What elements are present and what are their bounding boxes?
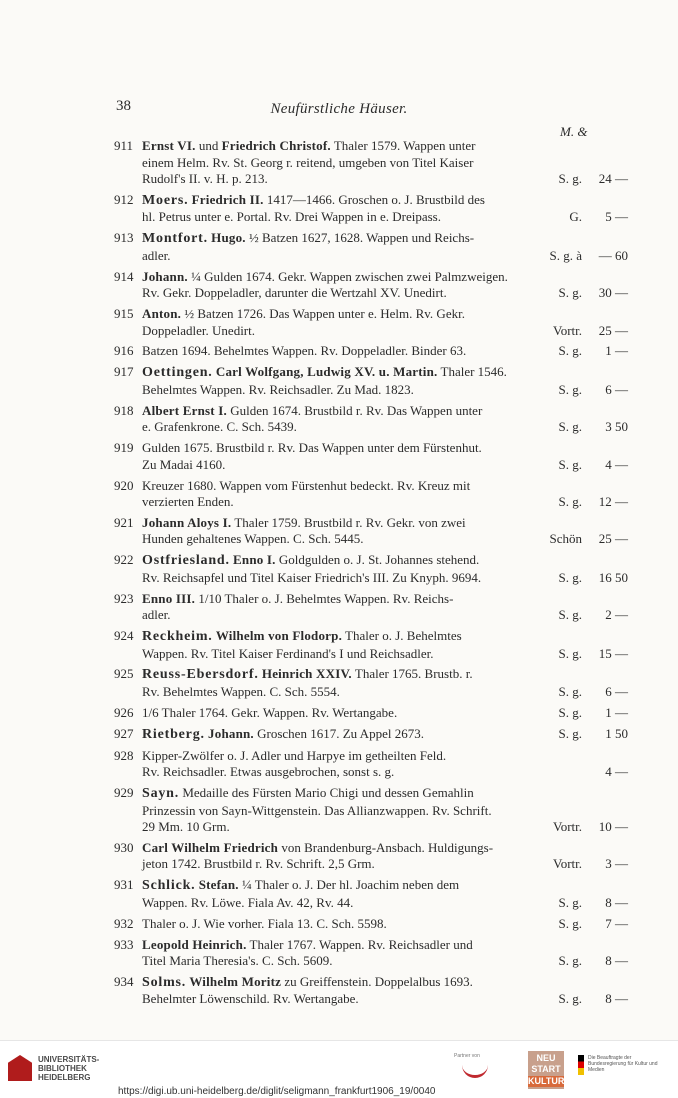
catalog-entry xyxy=(114,478,628,511)
partner-label: Partner von xyxy=(454,1053,480,1059)
condition-grade: S. g. xyxy=(558,419,582,435)
entry-name: Hugo. xyxy=(211,230,246,246)
neustart-line: KULTUR xyxy=(528,1076,565,1086)
condition-grade: S. g. xyxy=(558,343,582,359)
entry-name: Wilhelm Moritz xyxy=(189,973,282,989)
entry-line xyxy=(142,440,628,457)
entry-description: Zu Madai 4160. xyxy=(142,456,226,472)
catalog-entry xyxy=(114,666,628,700)
price: 25 — xyxy=(598,322,628,338)
entry-text xyxy=(142,343,628,360)
entry-text xyxy=(142,591,628,624)
condition-grade: S. g. xyxy=(558,569,582,585)
entry-line xyxy=(142,343,628,360)
entry-line xyxy=(142,419,628,436)
entry-line xyxy=(142,705,628,722)
entry-line xyxy=(142,364,628,382)
condition-grade: Vortr. xyxy=(552,819,582,835)
entry-line xyxy=(142,628,628,646)
price: 16 50 xyxy=(598,569,628,585)
entry-name: Enno I. xyxy=(233,552,276,568)
entry-line xyxy=(142,306,628,323)
price: 4 — xyxy=(605,764,628,780)
federal-flag-icon xyxy=(578,1055,584,1075)
source-url-link[interactable]: https://digi.ub.uni-heidelberg.de/diglit/seligmann_frankfurt1906_19/0040 xyxy=(118,1086,436,1097)
catalog-entry xyxy=(114,705,628,722)
entry-line xyxy=(142,840,628,857)
price: 6 — xyxy=(605,381,628,397)
entry-number: 926 xyxy=(114,704,134,720)
entry-text xyxy=(142,666,628,700)
entry-line xyxy=(142,803,628,820)
entry-line xyxy=(142,974,628,992)
entry-description: Gulden 1675. Brustbild r. Rv. Das Wappen unter dem Fürstenhut. xyxy=(142,440,482,456)
entry-name: Carl Wilhelm Friedrich xyxy=(142,839,279,855)
entry-name: Schlick. xyxy=(142,878,196,894)
entry-line xyxy=(142,138,628,155)
entry-text xyxy=(142,974,628,1008)
entry-description: zu Greiffenstein. Doppelalbus 1693. xyxy=(281,973,473,989)
entry-number: 915 xyxy=(114,306,134,322)
entry-name: Montfort. xyxy=(142,231,208,247)
price: 25 — xyxy=(598,531,628,547)
price: 10 — xyxy=(598,819,628,835)
entry-text xyxy=(142,515,628,548)
entry-line xyxy=(142,856,628,873)
entry-line xyxy=(142,269,628,286)
entry-line xyxy=(142,607,628,624)
entry-description: 1/6 Thaler 1764. Gekr. Wappen. Rv. Wertangabe. xyxy=(142,704,398,720)
entry-description: adler. xyxy=(142,607,171,623)
entry-name: Anton. xyxy=(142,306,182,322)
entry-line xyxy=(142,570,628,587)
condition-grade: Vortr. xyxy=(552,322,582,338)
catalog-entry xyxy=(114,230,628,264)
entry-number: 920 xyxy=(114,477,134,493)
neustart-line: NEU xyxy=(536,1053,556,1063)
entry-text xyxy=(142,138,628,188)
condition-grade: Vortr. xyxy=(552,856,582,872)
condition-grade: S. g. xyxy=(558,953,582,969)
condition-grade: G. xyxy=(569,209,582,225)
entry-name: Heinrich XXIV. xyxy=(261,666,352,682)
catalog-entry xyxy=(114,138,628,188)
price: 5 — xyxy=(605,209,628,225)
entry-text xyxy=(142,269,628,302)
currency-note: M. & xyxy=(560,124,588,139)
entry-description: Groschen 1617. Zu Appel 2673. xyxy=(253,725,424,741)
price: 12 — xyxy=(598,494,628,510)
entry-number: 916 xyxy=(114,343,134,359)
catalog-entry xyxy=(114,974,628,1008)
entry-line xyxy=(142,916,628,933)
library-name-line: HEIDELBERG xyxy=(38,1073,91,1082)
catalog-entry xyxy=(114,192,628,226)
entry-number: 919 xyxy=(114,440,134,456)
entry-line xyxy=(142,726,628,744)
entry-description: jeton 1742. Brustbild r. Rv. Schrift. 2,5 Grm. xyxy=(142,856,375,872)
entry-description: Thaler 1759. Brustbild r. Rv. Gekr. von zwei xyxy=(231,514,466,530)
bkm-label: Die Beauftragte der Bundesregierung für Kultur und Medien xyxy=(588,1055,658,1073)
entry-number: 932 xyxy=(114,915,134,931)
catalog-entry xyxy=(114,364,628,398)
condition-grade: S. g. xyxy=(558,704,582,720)
catalog-entry xyxy=(114,403,628,436)
price: 1 50 xyxy=(605,725,628,741)
entry-text xyxy=(142,705,628,722)
entry-name: Enno III. xyxy=(142,590,196,606)
entry-line xyxy=(142,684,628,701)
neustart-line: START xyxy=(531,1064,561,1074)
price: 8 — xyxy=(605,953,628,969)
entry-description: Prinzessin von Sayn-Wittgenstein. Das Allianzwappen. Rv. Schrift. xyxy=(142,802,492,818)
entry-line xyxy=(142,748,628,765)
entry-number: 917 xyxy=(114,364,134,380)
entry-description: und xyxy=(195,138,222,153)
library-name-line: UNIVERSITÄTS- xyxy=(38,1055,100,1064)
entry-number: 927 xyxy=(114,725,134,741)
catalog-entry xyxy=(114,552,628,586)
entry-line xyxy=(142,478,628,495)
entry-description: Behelmtes Wappen. Rv. Reichsadler. Zu Mad. 1823. xyxy=(142,381,414,397)
catalog-entry xyxy=(114,515,628,548)
entry-name: Reuss-Ebersdorf. xyxy=(142,667,259,683)
entry-description: Wappen. Rv. Löwe. Fiala Av. 42, Rv. 44. xyxy=(142,894,354,910)
entry-number: 912 xyxy=(114,191,134,207)
catalog-entry xyxy=(114,937,628,970)
condition-grade: S. g. xyxy=(558,991,582,1007)
page-number: 38 xyxy=(116,98,131,114)
entry-number: 928 xyxy=(114,747,134,763)
entry-number: 914 xyxy=(114,268,134,284)
entry-name: Friedrich II. xyxy=(191,191,264,207)
condition-grade: S. g. xyxy=(558,894,582,910)
entry-description: Rv. Gekr. Doppeladler, darunter die Wertzahl XV. Unedirt. xyxy=(142,285,447,301)
catalog-entry xyxy=(114,840,628,873)
price: 2 — xyxy=(605,607,628,623)
entry-line xyxy=(142,646,628,663)
entry-number: 933 xyxy=(114,936,134,952)
catalog-entry xyxy=(114,628,628,662)
entry-number: 929 xyxy=(114,785,134,801)
entry-description: von Brandenburg-Ansbach. Huldigungs- xyxy=(278,839,494,855)
library-name xyxy=(38,1055,99,1082)
partner-logo-icon xyxy=(462,1063,488,1078)
entry-number: 930 xyxy=(114,839,134,855)
price: 6 — xyxy=(605,683,628,699)
entry-description: Gulden 1674. Brustbild r. Rv. Das Wappen unter xyxy=(226,402,483,418)
condition-grade: S. g. xyxy=(558,725,582,741)
entry-text xyxy=(142,916,628,933)
entry-description: Thaler 1579. Wappen unter xyxy=(330,138,476,153)
entry-line xyxy=(142,171,628,188)
entry-name: Friedrich Christof. xyxy=(221,138,331,153)
entry-name: Ernst VI. xyxy=(142,138,196,153)
entry-name: Leopold Heinrich. xyxy=(142,936,247,952)
condition-grade: S. g. xyxy=(558,645,582,661)
price: 8 — xyxy=(605,991,628,1007)
condition-grade: S. g. xyxy=(558,915,582,931)
entry-line xyxy=(142,666,628,684)
neustart-kultur-logo xyxy=(528,1051,564,1089)
entry-line xyxy=(142,382,628,399)
entry-description: Thaler o. J. Behelmtes xyxy=(342,628,462,644)
entry-line xyxy=(142,895,628,912)
catalog-entry xyxy=(114,726,628,744)
entry-name: Oettingen. xyxy=(142,365,213,381)
catalog-entry xyxy=(114,785,628,836)
entry-line xyxy=(142,285,628,302)
entry-description: Rv. Reichsadler. Etwas ausgebrochen, sonst s. g. xyxy=(142,764,395,780)
entry-text xyxy=(142,840,628,873)
condition-grade: S. g. xyxy=(558,171,582,186)
entry-line xyxy=(142,248,628,265)
catalog-entry xyxy=(114,877,628,911)
entry-line xyxy=(142,552,628,570)
entry-line xyxy=(142,323,628,340)
price: 30 — xyxy=(598,285,628,301)
entry-number: 913 xyxy=(114,230,134,246)
entry-description: Titel Maria Theresia's. C. Sch. 5609. xyxy=(142,953,333,969)
entry-line xyxy=(142,531,628,548)
entry-description: 1/10 Thaler o. J. Behelmtes Wappen. Rv. Reichs- xyxy=(195,590,454,606)
catalog-entry xyxy=(114,916,628,933)
entry-description: 29 Mm. 10 Grm. xyxy=(142,819,230,835)
entry-description: Wappen. Rv. Titel Kaiser Ferdinand's I und Reichsadler. xyxy=(142,645,434,661)
entry-name: Johann Aloys I. xyxy=(142,514,232,530)
entry-name: Johann. xyxy=(208,725,254,741)
entry-line xyxy=(142,457,628,474)
entry-text xyxy=(142,748,628,781)
entry-number: 911 xyxy=(114,138,134,153)
entry-text xyxy=(142,230,628,264)
entry-line xyxy=(142,991,628,1008)
entry-name: Reckheim. xyxy=(142,629,213,645)
entry-line xyxy=(142,494,628,511)
price: — 60 xyxy=(598,247,628,263)
entry-description: Rudolf's II. v. H. p. 213. xyxy=(142,171,268,186)
entry-number: 931 xyxy=(114,877,134,893)
entry-line xyxy=(142,403,628,420)
entry-name: Johann. xyxy=(142,268,188,284)
entry-description: ½ Batzen 1627, 1628. Wappen und Reichs- xyxy=(245,230,475,246)
condition-grade: S. g. xyxy=(558,607,582,623)
entry-text xyxy=(142,478,628,511)
entry-description: ¼ Thaler o. J. Der hl. Joachim neben dem xyxy=(238,877,460,893)
entry-description: Kreuzer 1680. Wappen vom Fürstenhut bedeckt. Rv. Kreuz mit xyxy=(142,477,471,493)
catalog-entry xyxy=(114,748,628,781)
entry-description: e. Grafenkrone. C. Sch. 5439. xyxy=(142,419,297,435)
price: 3 50 xyxy=(605,419,628,435)
catalog-entry xyxy=(114,343,628,360)
entry-line xyxy=(142,937,628,954)
entry-text xyxy=(142,877,628,911)
entry-line xyxy=(142,591,628,608)
entry-text xyxy=(142,306,628,339)
condition-grade: S. g. à xyxy=(549,247,582,263)
entry-text xyxy=(142,726,628,744)
entry-description: Goldgulden o. J. St. Johannes stehend. xyxy=(275,552,480,568)
entry-name: Ostfriesland. xyxy=(142,553,230,569)
entry-name: Sayn. xyxy=(142,786,180,802)
price: 1 — xyxy=(605,343,628,359)
price: 1 — xyxy=(605,704,628,720)
catalog-entry xyxy=(114,269,628,302)
entry-line xyxy=(142,764,628,781)
entry-number: 934 xyxy=(114,973,134,989)
catalog-entry xyxy=(114,306,628,339)
condition-grade: Schön xyxy=(549,531,582,547)
entry-description: Hunden gehaltenes Wappen. C. Sch. 5445. xyxy=(142,531,364,547)
price: 7 — xyxy=(605,915,628,931)
entry-number: 921 xyxy=(114,514,134,530)
entry-description: Thaler o. J. Wie vorher. Fiala 13. C. Sch. 5598. xyxy=(142,915,387,931)
running-title: Neufürstliche Häuser. xyxy=(270,101,408,117)
library-name-line: BIBLIOTHEK xyxy=(38,1064,87,1073)
entry-description: adler. xyxy=(142,247,171,263)
entry-description: Medaille des Fürsten Mario Chigi und dessen Gemahlin xyxy=(179,785,474,801)
entry-number: 923 xyxy=(114,590,134,606)
price: 15 — xyxy=(598,645,628,661)
entry-description: Rv. Reichsapfel und Titel Kaiser Friedrich's III. Zu Knyph. 9694. xyxy=(142,569,482,585)
entry-description: Thaler 1765. Brustb. r. xyxy=(351,666,473,682)
entry-line xyxy=(142,230,628,248)
entry-description: Behelmter Löwenschild. Rv. Wertangabe. xyxy=(142,991,359,1007)
entry-number: 918 xyxy=(114,402,134,418)
entry-number: 922 xyxy=(114,552,134,568)
entry-description: 1417—1466. Groschen o. J. Brustbild des xyxy=(263,191,485,207)
entry-description: Doppeladler. Unedirt. xyxy=(142,322,255,338)
condition-grade: S. g. xyxy=(558,285,582,301)
condition-grade: S. g. xyxy=(558,683,582,699)
entry-text xyxy=(142,785,628,836)
entry-description: Kipper-Zwölfer o. J. Adler und Harpye im getheilten Feld. xyxy=(142,747,447,763)
entry-line xyxy=(142,515,628,532)
entry-line xyxy=(142,192,628,210)
entry-line xyxy=(142,877,628,895)
condition-grade: S. g. xyxy=(558,494,582,510)
entry-line xyxy=(142,155,628,172)
price: 8 — xyxy=(605,894,628,910)
entry-number: 924 xyxy=(114,628,134,644)
entry-description: verzierten Enden. xyxy=(142,494,234,510)
condition-grade: S. g. xyxy=(558,456,582,472)
entry-name: Carl Wolfgang, Ludwig XV. u. Martin. xyxy=(215,364,438,380)
entry-text xyxy=(142,440,628,473)
entry-name: Moers. xyxy=(142,192,189,208)
entry-line xyxy=(142,785,628,803)
entry-description: Thaler 1767. Wappen. Rv. Reichsadler und xyxy=(246,936,473,952)
entry-description: Rv. Behelmtes Wappen. C. Sch. 5554. xyxy=(142,683,340,699)
entry-text xyxy=(142,628,628,662)
entry-text xyxy=(142,403,628,436)
catalog-list xyxy=(114,138,628,1012)
entry-description: hl. Petrus unter e. Portal. Rv. Drei Wappen in e. Dreipass. xyxy=(142,209,441,225)
price: 4 — xyxy=(605,456,628,472)
entry-name: Wilhelm von Flodorp. xyxy=(215,628,343,644)
entry-description: Batzen 1694. Behelmtes Wappen. Rv. Doppeladler. Binder 63. xyxy=(142,343,467,359)
entry-name: Solms. xyxy=(142,974,187,990)
entry-text xyxy=(142,192,628,226)
entry-description: Thaler 1546. xyxy=(437,364,507,380)
entry-line xyxy=(142,209,628,226)
price: 3 — xyxy=(605,856,628,872)
entry-name: Rietberg. xyxy=(142,726,205,742)
entry-description: ½ Batzen 1726. Das Wappen unter e. Helm. Rv. Gekr. xyxy=(181,306,465,322)
entry-text xyxy=(142,552,628,586)
entry-description: ¼ Gulden 1674. Gekr. Wappen zwischen zwei Palmzweigen. xyxy=(187,268,508,284)
entry-line xyxy=(142,819,628,836)
entry-text xyxy=(142,364,628,398)
university-logo-icon xyxy=(8,1055,32,1081)
catalog-entry xyxy=(114,440,628,473)
catalog-entry xyxy=(114,591,628,624)
entry-description: einem Helm. Rv. St. Georg r. reitend, umgeben von Titel Kaiser xyxy=(142,154,474,170)
entry-line xyxy=(142,953,628,970)
entry-text xyxy=(142,937,628,970)
entry-name: Albert Ernst I. xyxy=(142,402,227,418)
entry-number: 925 xyxy=(114,666,134,682)
entry-name: Stefan. xyxy=(198,877,239,893)
price: 24 — xyxy=(598,171,628,186)
condition-grade: S. g. xyxy=(558,381,582,397)
